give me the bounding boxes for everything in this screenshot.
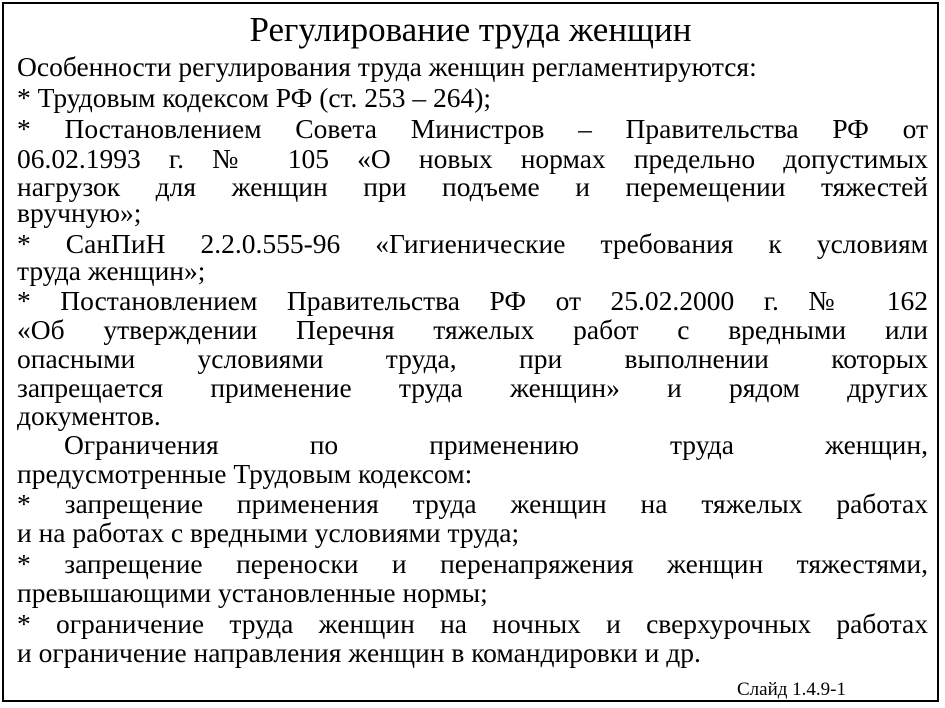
body-line: и на работах с вредными условиями труда; — [17, 517, 520, 548]
body-line: предусмотренные Трудовым кодексом: — [17, 458, 473, 489]
body-line: * запрещение переноски и перенапряжения женщин тяжестями, — [17, 548, 928, 579]
slide-frame — [2, 2, 939, 702]
slide-title: Регулирование труда женщин — [249, 10, 692, 49]
slide-number: Слайд 1.4.9-1 — [737, 679, 846, 700]
body-line: нагрузок для женщин при подъеме и перемещении тяжестей — [17, 171, 928, 202]
body-line: и ограничение направления женщин в командировки и др. — [17, 637, 701, 668]
body-line: запрещается применение труда женщин» и рядом других — [17, 372, 928, 403]
body-line: документов. — [17, 400, 161, 431]
body-line: * СанПиН 2.2.0.555-96 «Гигиенические требования к условиям — [17, 228, 928, 259]
body-line: опасными условиями труда, при выполнении которых — [17, 343, 928, 374]
body-line: * Трудовым кодексом РФ (ст. 253 – 264); — [17, 82, 492, 113]
body-line: труда женщин»; — [17, 255, 206, 286]
body-line: «Об утверждении Перечня тяжелых работ с вредными или — [17, 314, 928, 345]
body-line: Особенности регулирования труда женщин регламентируются: — [17, 51, 757, 82]
body-line: * Постановлением Совета Министров – Правительства РФ от — [17, 113, 928, 144]
body-line: превышающими установленные нормы; — [17, 577, 488, 608]
body-line: Ограничения по применению труда женщин, — [64, 429, 928, 460]
body-line: вручную»; — [17, 197, 142, 228]
body-line: * Постановлением Правительства РФ от 25.02.2000 г. № 162 — [17, 285, 928, 316]
body-line: 06.02.1993 г. № 105 «О новых нормах предельно допустимых — [17, 143, 928, 174]
body-line: * ограничение труда женщин на ночных и сверхурочных работах — [17, 608, 928, 639]
body-line: * запрещение применения труда женщин на тяжелых работах — [17, 488, 928, 519]
